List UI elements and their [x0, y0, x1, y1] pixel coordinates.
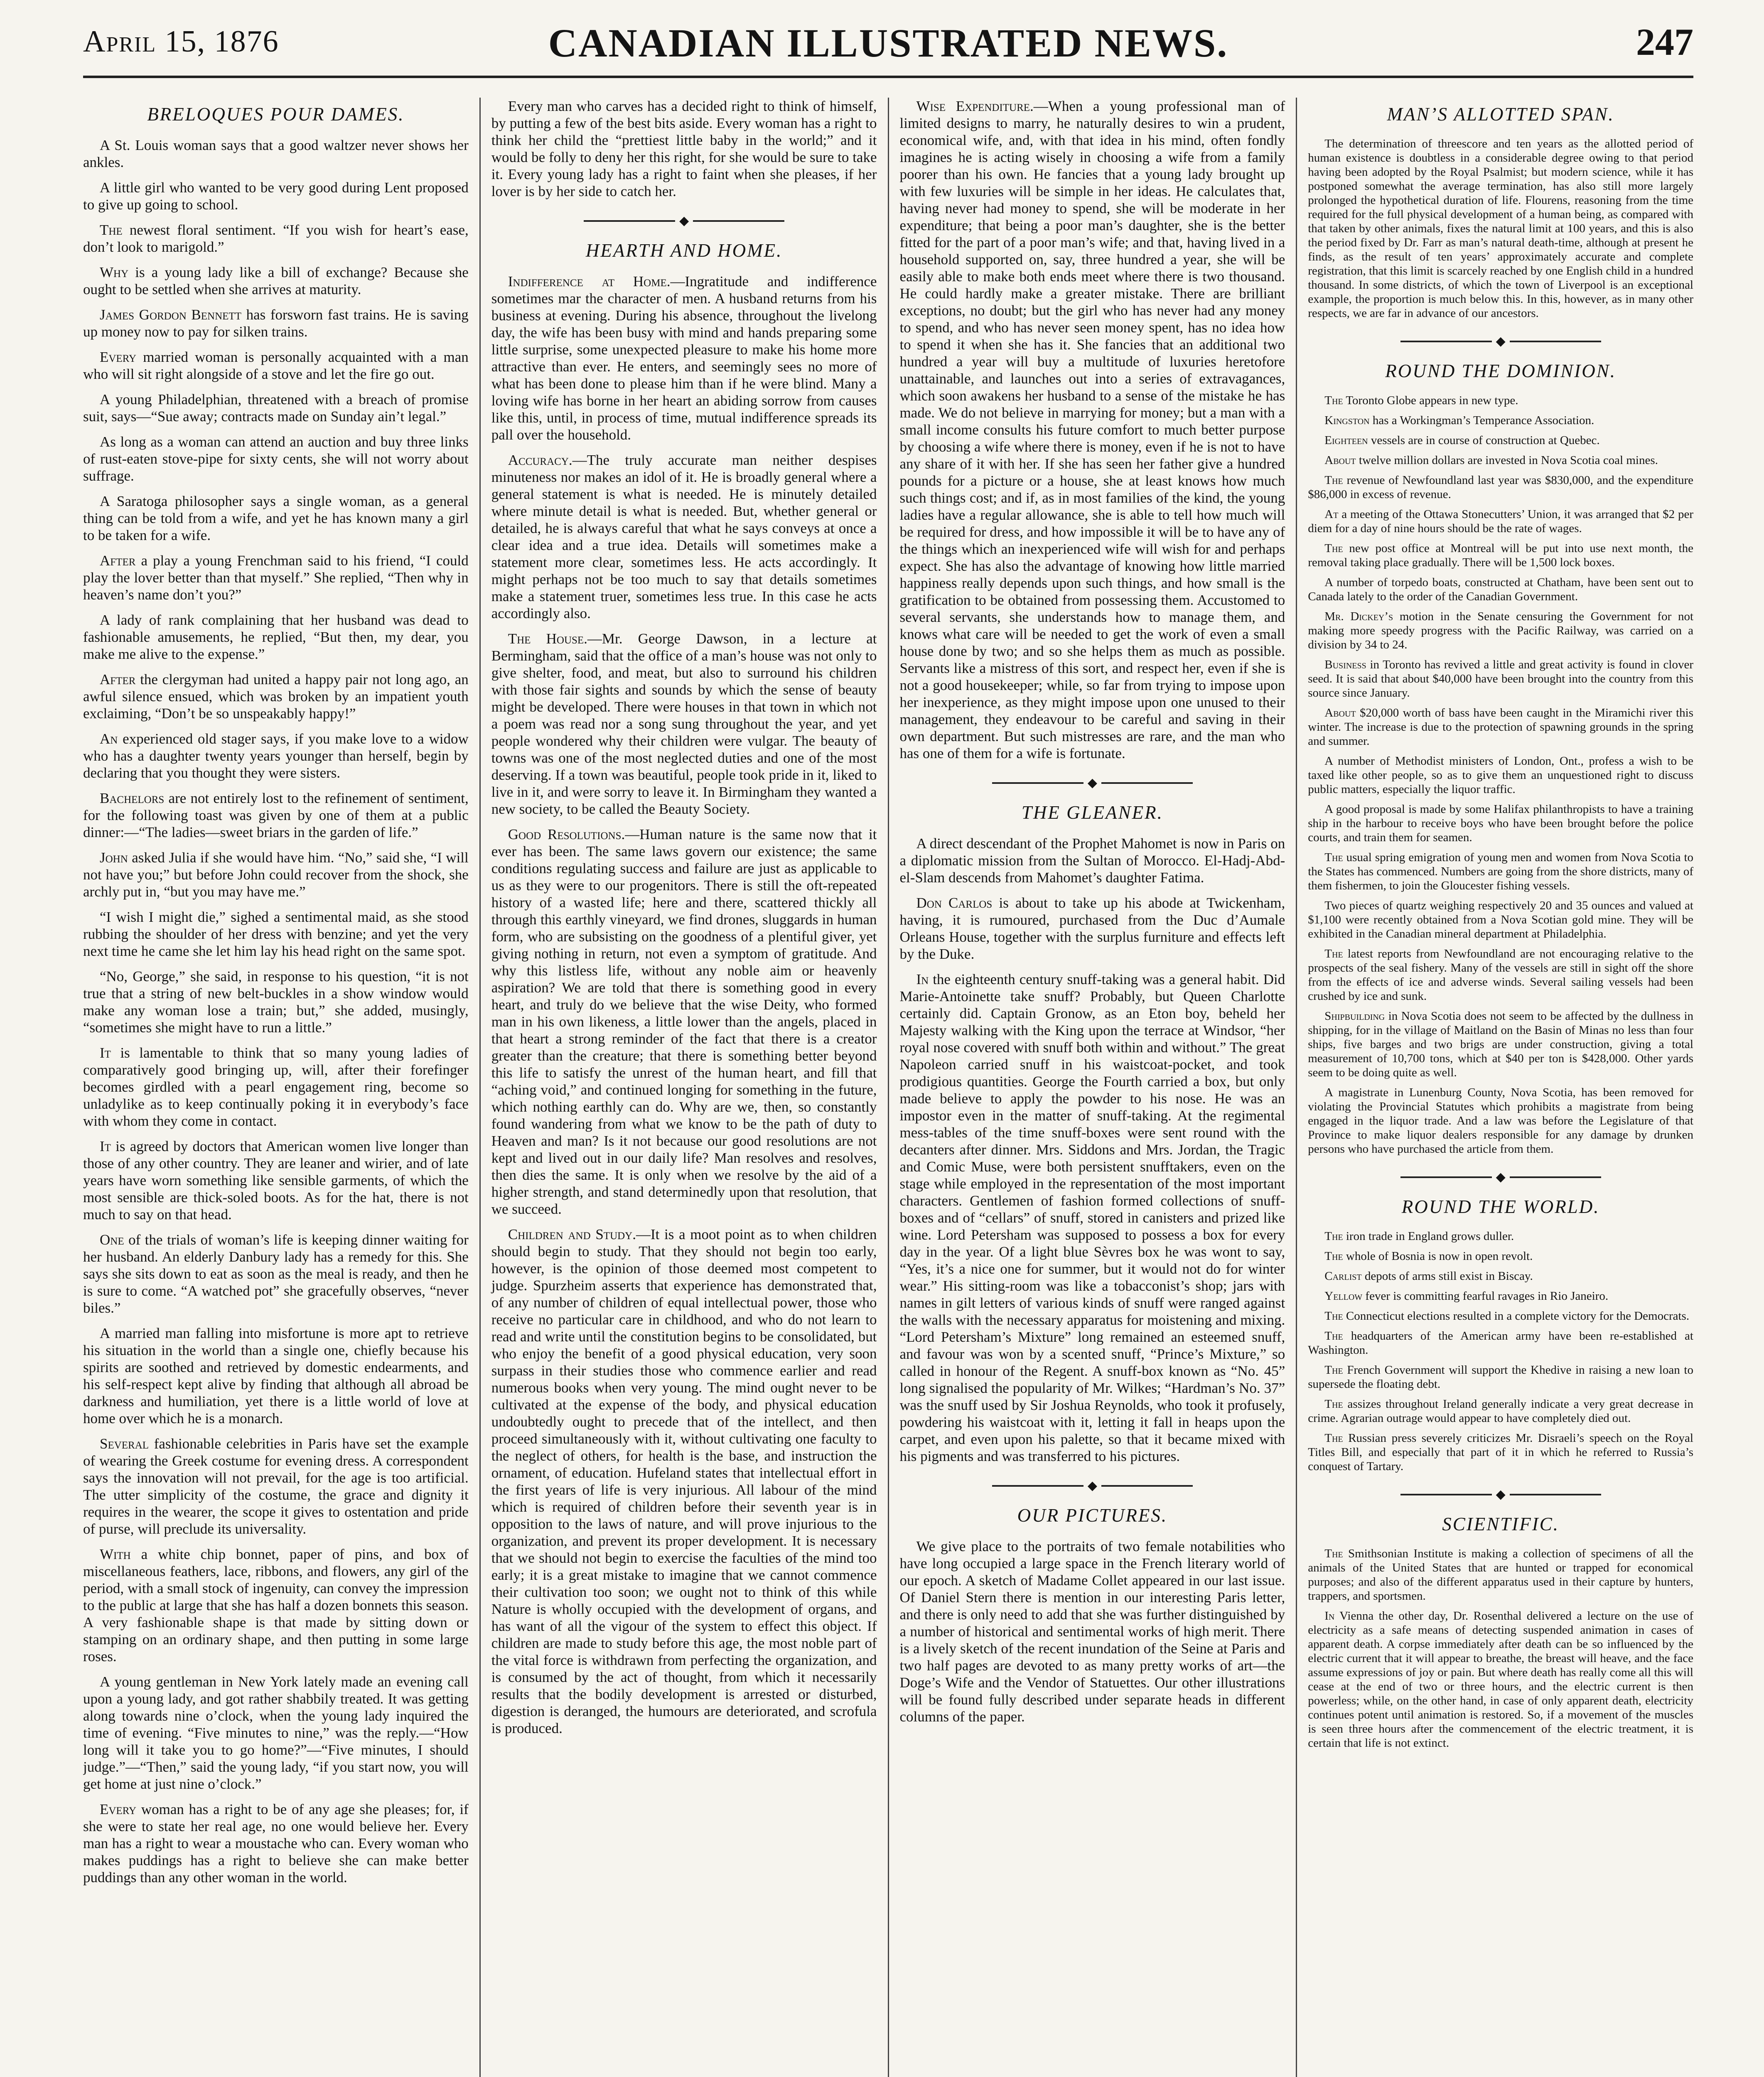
paragraph-text: vessels are in course of construction at Quebec. [1368, 434, 1600, 447]
paragraph-text: —Ingratitude and indifference sometimes mar the character of men. A husband returns from his business at evening. During his absence, throughout the livelong day, the wife has been busy with mind and hands preparing some little surprise, some unexpected pleasure to make his home more attractive than ever. He enters, and seemingly sees no more of what has been done to please him than if he were blind. Many a loving wife has borne in her heart an abiding sorrow from causes like this, until, in process of time, mutual indifference spreads its pall over the household. [491, 273, 877, 443]
article-paragraph [83, 1231, 469, 1316]
paragraph-lead: The [100, 222, 123, 238]
paragraph-lead: About [1324, 706, 1356, 719]
article-paragraph [900, 98, 1285, 762]
article-paragraph [900, 971, 1285, 1465]
paragraph-lead: The [1324, 1329, 1343, 1343]
paragraph-text: fever is committing fearful ravages in Rio Janeiro. [1362, 1289, 1609, 1303]
paragraph-text: has a Workingman’s Temperance Association. [1369, 414, 1594, 427]
article-paragraph [1308, 1229, 1693, 1243]
article-paragraph [1308, 473, 1693, 501]
paragraph-text: motion in the Senate censuring the Government for not making more speedy progress with the Pacific Railway, was carried on a division by 34 to 24. [1308, 610, 1693, 651]
article-paragraph [83, 433, 469, 484]
paragraph-text: —It is a moot point as to when children should begin to study. That they should not begin too early, however, is the opinion of those deemed most competent to judge. Spurzheim asserts that experience has demonstrated that, of any number of children of equal intellectual power, those who receive no particular care in childhood, and who do not learn to read and write until the constitution begins to be consolidated, but who enjoy the benefit of a good physical education, very soon surpass in their studies those who commence earlier and read numerous books when very young. The mind ought never to be cultivated at the expense of the body, and physical education undoubtedly ought to precede that of the intellect, and then proceed simultaneously with it, without cultivating one faculty to the neglect of others, for health is the base, and instruction the ornament, of education. Hufeland states that intellectual effort in the first years of life is very injurious. All labour of the mind which is required of children before their seventh year is in opposition to the laws of nature, and will prove injurious to the organization, and prevent its proper development. It is necessary that we should not begin to exercise the faculties of the mind too early; it is a great mistake to imagine that we cannot commence their cultivation too soon; we ought not to think of this while Nature is wholly occupied with the development of organs, and has want of all the vigour of the system to effect this object. If children are made to study before this age, the most noble part of the vital force is withdrawn from perfecting the organization, and is consumed by the act of thought, from which it necessarily results that the bodily development is arrested or disturbed, digestion is deranged, the humours are deteriorated, and scrofula is produced. [491, 1226, 877, 1736]
paragraph-lead: The [1324, 947, 1343, 960]
paragraph-lead: Don Carlos [916, 895, 993, 911]
section-heading: BRELOQUES POUR DAMES. [147, 104, 405, 125]
paragraph-text: A good proposal is made by some Halifax philanthropists to have a training ship in the harbour to receive boys who have been brought before the police courts, and train them for seamen. [1308, 803, 1693, 844]
paragraph-text: assizes throughout Ireland generally indicate a very great decrease in crime. Agrarian outrage would appear to have completely died out. [1308, 1397, 1693, 1425]
paragraph-text: asked Julia if she would have him. “No,” said she, “I will not have you;” but before John could recover from the shock, she archly put in, “but you may have me.” [83, 849, 469, 900]
newspaper-title: CANADIAN ILLUSTRATED NEWS. [548, 21, 1228, 65]
column-3 [888, 98, 1296, 2077]
paragraph-lead: Carlist [1324, 1269, 1362, 1283]
paragraph-lead: The [1324, 1309, 1343, 1323]
paragraph-lead: Every [100, 349, 137, 365]
article-paragraph [1308, 575, 1693, 604]
paragraph-lead: After [100, 552, 136, 569]
paragraph-lead: Business [1324, 658, 1366, 671]
paragraph-text: twelve million dollars are invested in Nova Scotia coal mines. [1356, 454, 1658, 467]
paragraph-lead: In [916, 971, 929, 987]
paragraph-lead: With [100, 1546, 131, 1562]
article-paragraph [900, 1538, 1285, 1725]
section-divider: ◆ [1308, 1488, 1693, 1501]
paragraph-text: —Human nature is the same now that it ever has been. The same laws govern our existence; the same conditions regulating success and failure are just as applicable to us as they were to our progenitors. There is still the oft-repeated history of a wasted life; here and there, scattered thickly all through this earthly vineyard, we find drones, sluggards in human form, who are subsisting on the goodness of a plentiful giver, yet giving nothing in return, not even a symptom of gratitude. And why this listless life, without any noble aim or heavenly aspiration? We are told that there is something good in every heart, and truly do we believe that the wise Deity, who formed man in his own likeness, a little lower than the angels, placed in that heart a strong reminder of the fact that there is a creator greater than the creature; that there is something better beyond this life to satisfy the unrest of the human heart, and fill that “aching void,” and continued longing for something in the future, which nothing earthly can do. Why are we, then, so constantly found wandering from what we know to be the path of duty to Heaven and man? Is it not because our good resolutions are not kept and lived out in our daily life? Man resolves and resolves, then dies the same. It is only when we resolve by the aid of a higher strength, and stand determinedly upon that resolution, that we succeed. [491, 826, 877, 1217]
paragraph-lead: Wise Expenditure. [916, 98, 1034, 114]
article-paragraph [1308, 433, 1693, 447]
paragraph-text: As long as a woman can attend an auction and buy three links of rust-eaten stove-pipe for sixty cents, she will not worry about suffrage. [83, 434, 469, 484]
article-paragraph [1308, 1363, 1693, 1391]
paragraph-lead: The [1324, 1431, 1343, 1445]
paragraph-text: “No, George,” she said, in response to his question, “it is not true that a string of new belt-buckles in a show window would make any woman lose a train; but,” she added, musingly, “sometimes she might have to run a little.” [83, 968, 469, 1036]
paragraph-lead: Kingston [1324, 414, 1370, 427]
article-paragraph [1308, 947, 1693, 1003]
section-heading: ROUND THE WORLD. [1401, 1196, 1600, 1217]
section-heading: THE GLEANER. [1021, 802, 1163, 823]
paragraph-lead: Bachelors [100, 790, 165, 806]
paragraph-text: A married man falling into misfortune is more apt to retrieve his situation in the world than a single one, chiefly because his spirits are soothed and retrieved by domestic endearments, and his self-respect kept alive by finding that although all abroad be darkness and humiliation, yet there is a little world of love at home over which he is a monarch. [83, 1325, 469, 1426]
issue-date: April 15, 1876 [83, 25, 279, 59]
paragraph-lead: The [1324, 1363, 1343, 1377]
paragraph-text: a play a young Frenchman said to his friend, “I could play the lover better than that myself.” She replied, “Then why in heaven’s name don’t you?” [83, 552, 469, 603]
page-number: 247 [1636, 21, 1693, 63]
article-paragraph [83, 221, 469, 255]
paragraph-text: A magistrate in Lunenburg County, Nova Scotia, has been removed for violating the Provincial Statutes which prohibits a magistrate from being engaged in the liquor trade. And a law was before the Legislature of that Province to make liquor dealers responsible for any damage by drunken persons who have purchased the article from them. [1308, 1086, 1693, 1156]
paragraph-lead: Mr. Dickey’s [1324, 610, 1393, 623]
article-paragraph [83, 611, 469, 663]
article-paragraph [83, 730, 469, 781]
paragraph-lead: The [1324, 1230, 1343, 1243]
paragraph-text: The determination of threescore and ten years as the allotted period of human existence is doubtless in a considerable degree owing to that period having been adopted by the Royal Psalmist; but modern science, while it has postponed somewhat the average termination, has also still more largely prolonged the hypothetical duration of life. Flourens, reasoning from the time required for the full physical development of a human being, as compared with that taken by other animals, fixes the natural limit at 100 years, and this is also the period fixed by Dr. Farr as man’s natural death-time, although at present he finds, as the result of ten years’ approximately accurate and complete registration, that this limit is scarcely reached by one English child in a hundred thousand. In some districts, of which the town of Liverpool is an exceptional example, the proportion is much below this. In this, however, as in many other respects, we are far in advance of our ancestors. [1308, 137, 1693, 320]
paragraph-text: A St. Louis woman says that a good waltzer never shows her ankles. [83, 137, 469, 170]
article-paragraph [1308, 899, 1693, 941]
paragraph-lead: An [100, 731, 118, 747]
section-divider: ◆ [1308, 335, 1693, 348]
column-2 [479, 98, 888, 2077]
paragraph-text: headquarters of the American army have been re-established at Washington. [1308, 1329, 1693, 1357]
section-heading: ROUND THE DOMINION. [1385, 361, 1616, 381]
column-1 [83, 98, 479, 2077]
article-paragraph [83, 1325, 469, 1427]
article-paragraph [491, 452, 877, 622]
article-paragraph [491, 826, 877, 1218]
paragraph-text: newest floral sentiment. “If you wish for heart’s ease, don’t look to marigold.” [83, 222, 469, 255]
paragraph-text: the eighteenth century snuff-taking was a general habit. Did Marie-Antoinette take snuff? Probably, but Queen Charlotte certainly did. Captain Gronow, as an Eton boy, beheld her Majesty walking with the King upon the terrace at Windsor, “her royal nose covered with snuff both within and without.” The great Napoleon carried snuff in his waistcoat-pocket, and took prodigious quantities. George the Fourth carried a box, but only made believe to apply the powder to his nose. He was an impostor even in the matter of snuff-taking. At the regimental mess-tables of the time snuff-boxes were sent round with the decanters after dinner. Mrs. Siddons and Mrs. Jordan, the Tragic and Comic Muse, were both persistent snufftakers, even on the stage while employed in the representation of the most important characters. Gentlemen of fashion formed collections of snuff-boxes and of “cellars” of snuff, stored in canisters and prized like wine. Lord Petersham was supposed to possess a box for every day in the year. Of a light blue Sèvres box he was wont to say, “Yes, it’s a nice one for summer, but it would not do for winter wear.” His sitting-room was like a tobacconist’s shop; jars with names in gilt letters of various kinds of snuff were ranged against the walls with the necessary apparatus for moistening and mixing. “Lord Petersham’s Mixture” long remained an esteemed snuff, and favour was won by a scented snuff, “Prince’s Mixture,” so called in honour of the Regent. A snuff-box known as “No. 45” long signalised the popularity of Mr. Wilkes; “Hardman’s No. 37” was the snuff used by Sir Joshua Reynolds, who took it profusely, powdering his waistcoat with it, letting it fall in heaps upon the carpet, and even upon his palette, so that it became mixed with his pigments and was transferred to his pictures. [899, 971, 1285, 1464]
article-paragraph [1308, 393, 1693, 408]
article-paragraph [1308, 507, 1693, 535]
paragraph-lead: The [1324, 394, 1343, 407]
article-paragraph [83, 968, 469, 1036]
article-paragraph [1308, 1547, 1693, 1603]
paragraph-lead: The [1324, 474, 1343, 487]
paragraph-text: Connecticut elections resulted in a complete victory for the Democrats. [1343, 1309, 1690, 1323]
paragraph-text: new post office at Montreal will be put into use next month, the removal taking place gradually. There will be 1,500 lock boxes. [1308, 542, 1693, 569]
article-paragraph [83, 671, 469, 722]
paragraph-lead: Yellow [1324, 1289, 1363, 1303]
paragraph-lead: Accuracy. [508, 452, 572, 468]
article-paragraph [1308, 1397, 1693, 1425]
paragraph-text: a white chip bonnet, paper of pins, and box of miscellaneous feathers, lace, ribbons, and flowers, any girl of the period, with a small stock of ingenuity, can convey the impression to the public at large that she has half a dozen bonnets this season. A very fashionable shape is that made by sitting down or stamping on an ordinary shape, and then putting in some large roses. [83, 1546, 469, 1665]
article-paragraph [1308, 802, 1693, 845]
paragraph-text: “I wish I might die,” sighed a sentimental maid, as she stood rubbing the shoulder of her dress with benzine; and yet the very next time he came she let him lay his head right on the same spot. [83, 909, 469, 959]
paragraph-lead: At [1324, 508, 1339, 521]
article-paragraph [83, 790, 469, 841]
article-paragraph [83, 1435, 469, 1537]
article-paragraph [1308, 658, 1693, 700]
article-paragraph [83, 849, 469, 900]
article-paragraph [900, 894, 1285, 962]
paragraph-text: revenue of Newfoundland last year was $830,000, and the expenditure $86,000 in excess of revenue. [1308, 474, 1693, 501]
article-paragraph [1308, 1309, 1693, 1323]
paragraph-text: usual spring emigration of young men and women from Nova Scotia to the States has commenced. Numbers are going from the shore districts, many of them fishermen, to join the Gloucester fishing vessels. [1308, 851, 1693, 892]
article-paragraph [1308, 1609, 1693, 1750]
paragraph-text: is lamentable to think that so many young ladies of comparatively good bringing up, will, after their forefinger becomes girdled with a pearl engagement ring, become so unladylike as to keep continually poking it in everybody’s face with whom they come in contact. [83, 1045, 469, 1129]
section-heading: HEARTH AND HOME. [585, 240, 783, 261]
paragraph-lead: The [1324, 851, 1343, 864]
article-paragraph [1308, 1085, 1693, 1156]
article-paragraph [83, 1044, 469, 1129]
paragraph-lead: Every [100, 1801, 137, 1817]
article-paragraph [83, 1138, 469, 1223]
article-paragraph [83, 264, 469, 298]
article-paragraph [83, 552, 469, 603]
article-paragraph [83, 1673, 469, 1792]
paragraph-text: is a young lady like a bill of exchange? Because she ought to be settled when she arrives at maturity. [83, 264, 469, 297]
section-heading: SCIENTIFIC. [1442, 1514, 1559, 1534]
article-paragraph [1308, 1431, 1693, 1473]
paragraph-lead: The [1324, 542, 1343, 555]
article-paragraph [1308, 1269, 1693, 1283]
article-paragraph [1308, 1289, 1693, 1303]
paragraph-text: Toronto Globe appears in new type. [1343, 394, 1518, 407]
article-paragraph [1308, 1009, 1693, 1080]
paragraph-text: iron trade in England grows duller. [1343, 1230, 1514, 1243]
paragraph-lead: Eighteen [1324, 434, 1368, 447]
paragraph-text: A young gentleman in New York lately made an evening call upon a young lady, and got rather shabbily treated. It was getting along towards nine o’clock, when the young lady inquired the time of evening. “Five minutes to nine,” was the reply.—“How long will it take you to go home?”—“Five minutes, I should judge.”—“Then,” said the young lady, “if you start now, you will get home at just nine o’clock.” [83, 1674, 469, 1792]
article-paragraph [1308, 1329, 1693, 1357]
paragraph-text: married woman is personally acquainted with a man who will sit right alongside of a stove and let the fire go out. [83, 349, 469, 382]
paragraph-lead: It [100, 1045, 111, 1061]
section-heading: OUR PICTURES. [1017, 1505, 1168, 1526]
paragraph-text: —The truly accurate man neither despises minuteness nor makes an idol of it. He is broadly general where a general statement is what is needed. He is minutely detailed where minute detail is what is needed. But, whether general or detailed, he is always careful that what he says conveys at once a clear idea and a true idea. Details will sometimes make a statement more clear, sometimes less. He acts accordingly. It might perhaps not be too much to say that details sometimes make a statement truer, sometimes less true. In this case he acts accordingly also. [491, 452, 877, 621]
paragraph-lead: Several [100, 1436, 149, 1452]
article-paragraph [83, 306, 469, 340]
paragraph-lead: The [1324, 1397, 1343, 1411]
paragraph-text: a meeting of the Ottawa Stonecutters’ Union, it was arranged that $2 per diem for a day of nine hours should be the rate of wages. [1308, 508, 1693, 535]
paragraph-text: Vienna the other day, Dr. Rosenthal delivered a lecture on the use of electricity as a safe means of detecting suspended animation in cases of apparent death. A corpse immediately after death can be so influenced by the electric current that it will appear to breathe, the breast will heave, and the face assume expressions of joy or pain. But where death has really come all this will cease at the end of two or three hours, and the electric current is then powerless; while, on the other hand, in case of only apparent death, electricity continues potent until animation is restored. So, if a movement of the muscles is seen three hours after the commencement of the electric treatment, it is certain that life is not extinct. [1308, 1609, 1693, 1750]
paragraph-text: A number of torpedo boats, constructed at Chatham, have been sent out to Canada lately to the order of the Canadian Government. [1308, 576, 1693, 603]
paragraph-lead: It [100, 1138, 111, 1154]
paragraph-text: A lady of rank complaining that her husband was dead to fashionable amusements, he replied, “But then, my dear, you make me alive to the expense.” [83, 612, 469, 662]
article-paragraph [1308, 706, 1693, 748]
paragraph-text: woman has a right to be of any age she pleases; for, if she were to state her real age, no one would believe her. Every man has a right to wear a moustache who can. Every woman who makes puddings has a right to believe she can make better puddings than any other woman in the world. [83, 1801, 469, 1886]
section-heading: MAN’S ALLOTTED SPAN. [1387, 104, 1614, 125]
article-columns [83, 98, 1693, 2077]
article-paragraph [83, 1801, 469, 1886]
paragraph-text: in Nova Scotia does not seem to be affected by the dullness in shipping, for in the village of Maitland on the Basin of Minas no less than four ships, five barges and two brigs are under construction, giving a total measurement of 10,700 tons, which at $40 per ton is $428,000. Other yards seem to be doing quite as well. [1308, 1009, 1693, 1079]
article-paragraph [83, 137, 469, 171]
paragraph-text: latest reports from Newfoundland are not encouraging relative to the prospects of the seal fishery. Many of the vessels are still in sight off the shore from the effects of ice and adverse winds. Several sailing vessels had been crushed by ice and sunk. [1308, 947, 1693, 1003]
paragraph-text: —When a young professional man of limited designs to marry, he naturally desires to win a prudent, economical wife, and, with that idea in his mind, often fondly imagines he is acting wisely in choosing a wife from a family poorer than his own. He fancies that a young lady brought up with few luxuries will be simple in her ideas. He calculates that, having never had money to spend, she will be moderate in her expenditure; that being a poor man’s daughter, she is the better fitted for the part of a poor man’s wife; and that, having lived in a household supported on, say, three hundred a year, she will be easily able to make both ends meet where there is two thousand. He could hardly make a greater mistake. There are brilliant exceptions, no doubt; but the girl who has never had any money to spend, and who has never seen money spent, has no idea how to spend it when she has it. She fancies that an additional two hundred a year will buy a multitude of luxuries heretofore unattainable, and launches out into a series of extravagances, which soon awakens her husband to a sense of the mistake he has made. We do not believe in marrying for money; but a man with a small income consults his future comfort to much better purpose by choosing a wife where there is money, even if he is not to have any share of it with her. If she has seen her father give a hundred pounds for a picture or a house, she at least knows how much such things cost; and if, as in most families of the kind, the young ladies have a regular allowance, she is able to tell how much will be required for dress, and how impossible it will be to have any of the things which an inexperienced wife will wish for and perhaps expect. She has also the advantage of knowing how little married happiness really depends upon such things, and how small is the gratification to be obtained from possessing them. Accustomed to several servants, she understands how to manage them, and knows what care will be needed to get the work of even a small house done by two; and so she helps them as much as possible. Servants like a mistress of this sort, and respect her, even if she is not a good housekeeper; while, so far from trying to impose upon her inexperience, as they might impose upon one unused to their management, they endeavour to be careful and saving in their own department. But such mistresses are rare, and the man who has one of them for a wife is fortunate. [899, 98, 1285, 761]
paragraph-lead: Good Resolutions. [508, 826, 625, 842]
paragraph-text: depots of arms still exist in Biscay. [1361, 1269, 1533, 1283]
section-divider: ◆ [900, 777, 1285, 789]
paragraph-lead: James Gordon Bennett [100, 307, 241, 323]
paragraph-text: are not entirely lost to the refinement of sentiment, for the following toast was given by one of them at a public dinner:—“The ladies—sweet briars in the garden of life.” [83, 790, 469, 840]
paragraph-text: Russian press severely criticizes Mr. Disraeli’s speech on the Royal Titles Bill, and especially that part of it in which he referred to Russia’s conquest of Tartary. [1308, 1431, 1693, 1473]
article-paragraph [1308, 850, 1693, 893]
paragraph-lead: After [100, 671, 136, 687]
paragraph-text: fashionable celebrities in Paris have set the example of wearing the Greek costume for evening dress. A correspondent says the innovation will not prevail, for the age is too artificial. The utter simplicity of the costume, the grace and dignity it requires in the wearer, the scope it gives to ostentation and pride of purse, will preclude its universality. [83, 1436, 469, 1537]
article-paragraph [491, 273, 877, 443]
paragraph-lead: One [100, 1232, 124, 1248]
section-divider: ◆ [1308, 1171, 1693, 1183]
article-paragraph [1308, 1249, 1693, 1263]
paragraph-text: in Toronto has revived a little and great activity is found in clover seed. It is said that about $40,000 have been brought into the country from this source since January. [1308, 658, 1693, 700]
paragraph-text: A little girl who wanted to be very good during Lent proposed to give up going to school. [83, 179, 469, 213]
paragraph-text: is about to take up his abode at Twickenham, having, it is rumoured, purchased from the Duc d’Aumale Orleans House, together with the surplus furniture and effects left by the Duke. [899, 895, 1285, 962]
paragraph-text: A Saratoga philosopher says a single woman, as a general thing can be told from a wife, and yet he has known many a girl to be taken for a wife. [83, 493, 469, 543]
paragraph-text: French Government will support the Khedive in raising a new loan to supersede the floating debt. [1308, 1363, 1693, 1391]
paragraph-text: A direct descendant of the Prophet Mahomet is now in Paris on a diplomatic mission from the Sultan of Morocco. El-Hadj-Abd-el-Slam descends from Mahomet’s daughter Fatima. [899, 835, 1285, 886]
article-paragraph [491, 1226, 877, 1737]
paragraph-lead: The [1324, 1250, 1343, 1263]
paragraph-lead: John [100, 849, 128, 866]
paragraph-text: A young Philadelphian, threatened with a breach of promise suit, says—“Sue away; contracts made on Sunday ain’t legal.” [83, 391, 469, 425]
article-paragraph [83, 1546, 469, 1665]
paragraph-text: has forsworn fast trains. He is saving up money now to pay for silken trains. [83, 307, 469, 340]
paragraph-text: whole of Bosnia is now in open revolt. [1343, 1250, 1533, 1263]
article-paragraph [1308, 453, 1693, 467]
article-paragraph [1308, 413, 1693, 427]
paragraph-lead: The House. [508, 631, 587, 647]
article-paragraph [83, 349, 469, 383]
article-paragraph [1308, 137, 1693, 320]
paragraph-text: the clergyman had united a happy pair not long ago, an awful silence ensued, which was broken by an impatient youth exclaiming, “Don’t be so unspeakably happy!” [83, 671, 469, 722]
paragraph-text: Two pieces of quartz weighing respectively 20 and 35 ounces and valued at $1,100 were recently obtained from a Nova Scotian gold mine. They will be exhibited in the Canadian mineral department at Philadelphia. [1308, 899, 1693, 940]
paragraph-lead: Children and Study. [508, 1226, 636, 1242]
article-paragraph [491, 98, 877, 200]
paragraph-text: We give place to the portraits of two female notabilities who have long occupied a large space in the French literary world of our epoch. A sketch of Madame Collet appeared in our last issue. Of Daniel Stern there is mention in our interesting Paris letter, and there is only need to add that she was further distinguished by a number of historical and sentimental works of high merit. There is a lively sketch of the recent inundation of the Seine at Paris and two half pages are devoted to as many pretty works of art—the Doge’s Wife and the Vendor of Statuettes. Our other illustrations will be found fully described under separate heads in different columns of the paper. [899, 1538, 1285, 1725]
article-paragraph [1308, 609, 1693, 652]
paragraph-lead: Shipbuilding [1324, 1009, 1385, 1023]
paragraph-text: Smithsonian Institute is making a collection of specimens of all the animals of the United States that are hunted or trapped for economical purposes; and also of the different apparatus used in their capture by hunters, trappers, and sportsmen. [1308, 1547, 1693, 1603]
article-paragraph [1308, 541, 1693, 570]
article-paragraph [900, 835, 1285, 886]
paragraph-lead: The [1324, 1547, 1343, 1560]
article-paragraph [83, 908, 469, 960]
paragraph-lead: About [1324, 454, 1356, 467]
paragraph-text: Every man who carves has a decided right to think of himself, by putting a few of the best bits aside. Every woman has a right to think her child the “prettiest little baby in the world;” and it would be folly to deny her this right, for she would be sure to take it. Every young lady has a right to faint when she pleases, if her lover is by her side to catch her. [491, 98, 877, 199]
paragraph-text: A number of Methodist ministers of London, Ont., profess a wish to be taxed like other people, so as to give them an unquestioned right to discuss public matters, especially the liquor traffic. [1308, 754, 1693, 796]
article-paragraph [491, 630, 877, 818]
paragraph-text: experienced old stager says, if you make love to a widow who has a daughter twenty years younger than herself, begin by declaring that you thought they were sisters. [83, 731, 469, 781]
paragraph-lead: Why [100, 264, 129, 280]
paragraph-lead: Indifference at Home. [508, 273, 671, 290]
paragraph-text: is agreed by doctors that American women live longer than those of any other country. They are leaner and wirier, and of late years have worn something like sensible garments, of which the most sensible are thick-soled boots. As for the hat, there is not much to say on that head. [83, 1138, 469, 1223]
article-paragraph [83, 391, 469, 425]
article-paragraph [83, 179, 469, 213]
article-paragraph [83, 493, 469, 544]
column-4 [1296, 98, 1693, 2077]
paragraph-text: —Mr. George Dawson, in a lecture at Bermingham, said that the office of a man’s house was not only to give shelter, food, and meat, but also to surround his children with those fair sights and sounds by which the sense of beauty might be developed. There were houses in that town in which not a poem was read nor a song sung throughout the year, and yet people wondered why their children were vulgar. The beauty of towns was one of the most neglected duties and one of the most deserving. If a town was beautiful, people took pride in it, liked to live in it, and were sorry to leave it. In Birmingham they wanted a new society, to be called the Beauty Society. [491, 631, 877, 817]
masthead-rule [83, 76, 1693, 78]
paragraph-text: $20,000 worth of bass have been caught in the Miramichi river this winter. The increase is due to the protection of spawning grounds in the spring and summer. [1308, 706, 1693, 748]
section-divider: ◆ [900, 1480, 1285, 1492]
section-divider: ◆ [491, 215, 877, 227]
paragraph-lead: In [1324, 1609, 1335, 1623]
article-paragraph [1308, 754, 1693, 796]
paragraph-text: of the trials of woman’s life is keeping dinner waiting for her husband. An elderly Danbury lady has a remedy for this. She says she sits down to eat as soon as the meal is ready, and then he is sure to come. “A watched pot” she gracefully observes, “never biles.” [83, 1232, 469, 1316]
